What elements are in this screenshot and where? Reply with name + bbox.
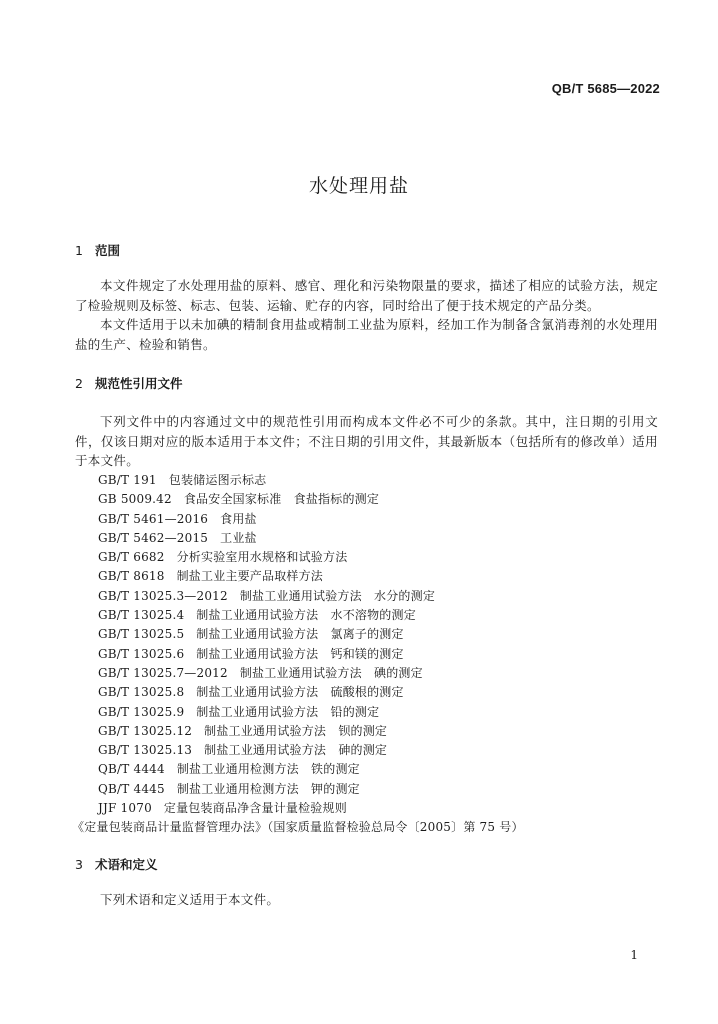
section-2-number: 2 <box>75 376 83 391</box>
section-1-title: 范围 <box>95 243 121 258</box>
reference-name: 制盐工业通用试验方法 碘的测定 <box>239 665 423 680</box>
reference-name: 定量包装商品净含量计量检验规则 <box>163 801 347 816</box>
section-1-number: 1 <box>75 243 83 258</box>
reference-name: 食品安全国家标准 食盐指标的测定 <box>183 492 380 507</box>
reference-code: GB/T 5461—2016 <box>98 511 209 526</box>
reference-code: GB/T 13025.6 <box>98 646 185 661</box>
reference-item <box>98 799 524 818</box>
reference-name: 制盐工业通用试验方法 水不溶物的测定 <box>196 608 416 623</box>
reference-item <box>98 471 524 490</box>
section-2-heading <box>75 374 183 392</box>
reference-item <box>98 683 524 702</box>
reference-name: 制盐工业通用试验方法 钙和镁的测定 <box>196 646 404 661</box>
reference-item <box>98 645 524 664</box>
reference-code: JJF 1070 <box>98 801 152 816</box>
reference-code: QB/T 4444 <box>98 762 165 777</box>
reference-code: GB/T 13025.7—2012 <box>98 665 228 680</box>
reference-code: GB/T 13025.13 <box>98 743 193 758</box>
reference-item <box>98 760 524 779</box>
reference-name: 制盐工业通用试验方法 氯离子的测定 <box>196 627 404 642</box>
reference-item <box>98 780 524 799</box>
document-title: 水处理用盐 <box>308 175 409 197</box>
reference-item <box>98 664 524 683</box>
section-2-title: 规范性引用文件 <box>95 376 183 391</box>
reference-item <box>98 625 524 644</box>
reference-item <box>98 510 524 529</box>
reference-name: 制盐工业通用试验方法 硫酸根的测定 <box>196 685 404 700</box>
page-number: 1 <box>630 948 638 962</box>
reference-item <box>98 703 524 722</box>
section-3-number: 3 <box>75 857 83 872</box>
reference-code: GB/T 13025.8 <box>98 685 185 700</box>
reference-name: 制盐工业通用试验方法 砷的测定 <box>204 743 388 758</box>
section-1-paragraph-1: 本文件规定了水处理用盐的原料、感官、理化和污染物限量的要求，描述了相应的试验方法，规定了检验规则及标签、标志、包装、运输、贮存的内容，同时给出了便于技术规定的产品分类。 <box>75 278 658 313</box>
reference-regulation-note: 《定量包装商品计量监督管理办法》（国家质量监督检验总局令〔2005〕第 75 号） <box>72 820 524 835</box>
reference-code: GB/T 6682 <box>98 550 165 565</box>
reference-code: GB/T 13025.9 <box>98 704 185 719</box>
reference-code: GB/T 13025.3—2012 <box>98 588 228 603</box>
reference-name: 食用盐 <box>220 511 257 526</box>
reference-name: 制盐工业通用试验方法 铅的测定 <box>196 704 380 719</box>
section-3-heading <box>75 855 158 873</box>
reference-item <box>98 587 524 606</box>
section-3-paragraph-1: 下列术语和定义适用于本文件。 <box>100 892 280 907</box>
reference-item <box>98 567 524 586</box>
section-2-paragraph-1: 下列文件中的内容通过文中的规范性引用而构成本文件必不可少的条款。其中，注日期的引用文件，仅该日期对应的版本适用于本文件；不注日期的引用文件，其最新版本（包括所有的修改单）适用于本文件。 <box>75 414 658 468</box>
reference-item <box>98 490 524 509</box>
reference-code: GB/T 13025.5 <box>98 627 185 642</box>
reference-name: 工业盐 <box>220 530 257 545</box>
section-3-title: 术语和定义 <box>95 857 158 872</box>
reference-item <box>98 722 524 741</box>
reference-name: 包装储运图示标志 <box>168 473 267 487</box>
reference-name: 制盐工业通用试验方法 钡的测定 <box>204 723 388 738</box>
reference-name: 制盐工业通用检测方法 铁的测定 <box>176 762 360 777</box>
section-1-paragraph-2: 本文件适用于以未加碘的精制食用盐或精制工业盐为原料，经加工作为制备含氯消毒剂的水处理用盐的生产、检验和销售。 <box>75 317 658 352</box>
reference-name: 制盐工业通用检测方法 钾的测定 <box>176 781 360 796</box>
reference-name: 制盐工业主要产品取样方法 <box>176 569 324 584</box>
reference-item <box>98 548 524 567</box>
reference-code: GB/T 13025.12 <box>98 723 193 738</box>
reference-code: GB/T 191 <box>98 473 157 487</box>
reference-code: GB/T 8618 <box>98 569 165 584</box>
normative-references-list <box>72 471 524 838</box>
reference-item <box>98 529 524 548</box>
reference-code: GB/T 13025.4 <box>98 608 185 623</box>
reference-name: 分析实验室用水规格和试验方法 <box>176 550 348 565</box>
reference-code: GB 5009.42 <box>98 492 172 507</box>
reference-name: 制盐工业通用试验方法 水分的测定 <box>239 588 436 603</box>
section-1-heading <box>75 241 120 259</box>
reference-code: GB/T 5462—2015 <box>98 530 209 545</box>
reference-code: QB/T 4445 <box>98 781 165 796</box>
reference-item <box>98 741 524 760</box>
document-code: QB/T 5685—2022 <box>551 81 660 96</box>
reference-item <box>98 606 524 625</box>
